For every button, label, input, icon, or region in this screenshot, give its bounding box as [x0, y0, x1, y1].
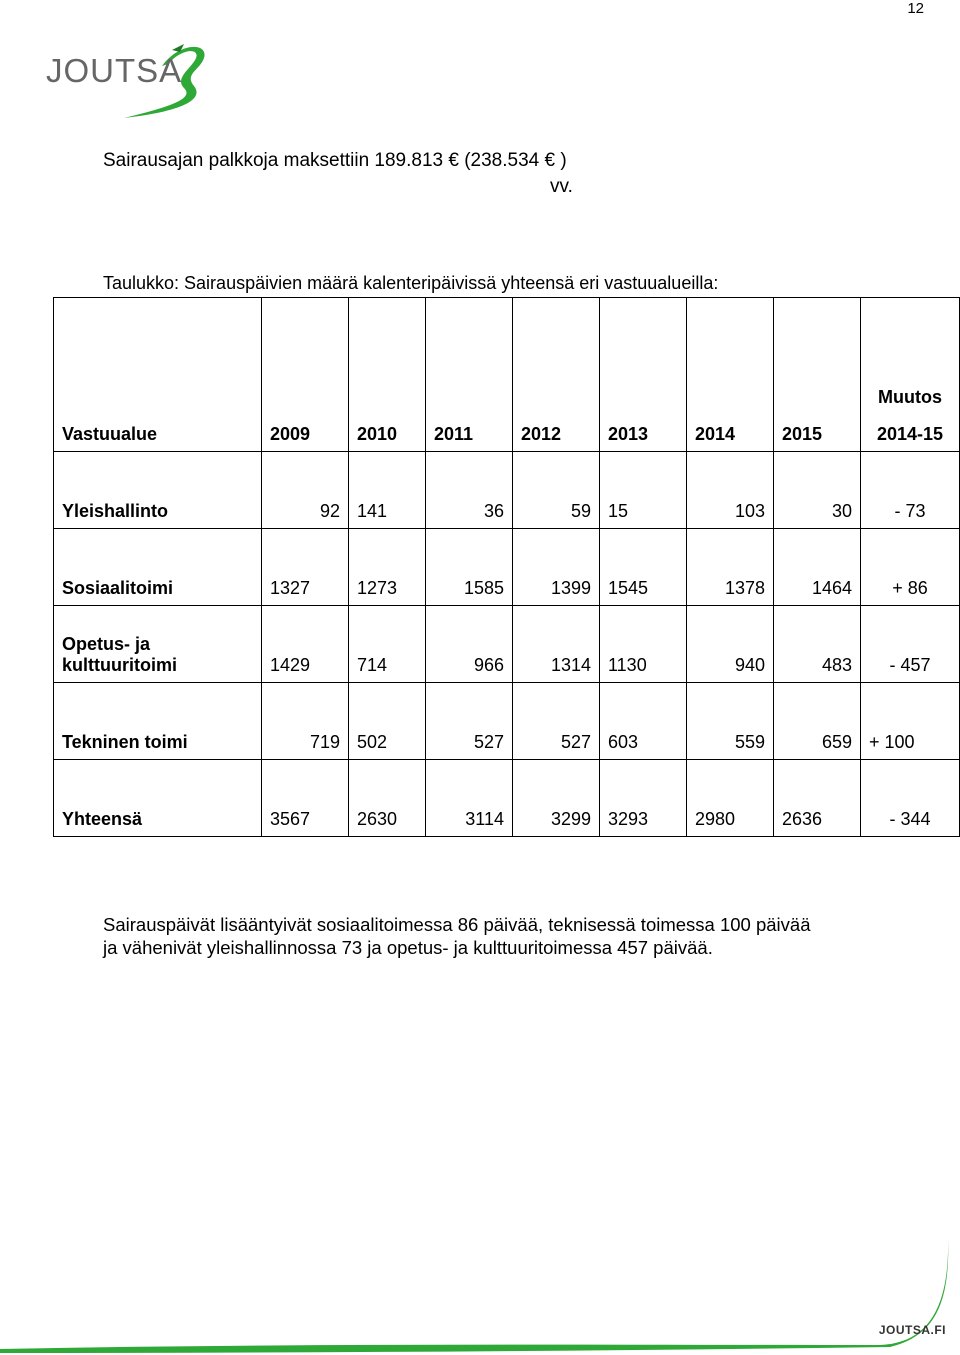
table-caption: Taulukko: Sairauspäivien määrä kalenteripäivissä yhteensä eri vastuualueilla:	[103, 273, 719, 293]
value-cell: 527	[513, 683, 600, 760]
intro-text: Sairausajan palkkoja maksettiin 189.813 € (238.534 € )	[103, 150, 567, 171]
value-cell: 1378	[687, 529, 774, 606]
value-cell: 1429	[262, 606, 349, 683]
value-cell: 1327	[262, 529, 349, 606]
value-cell: 483	[774, 606, 861, 683]
header-cell: Vastuualue	[54, 298, 262, 452]
value-cell: 103	[687, 452, 774, 529]
table-row	[54, 606, 960, 683]
value-cell: 59	[513, 452, 600, 529]
change-cell: - 73	[861, 452, 960, 529]
table-row	[54, 529, 960, 606]
sick-days-table	[53, 297, 960, 837]
value-cell: 36	[426, 452, 513, 529]
table-row	[54, 452, 960, 529]
value-cell: 714	[349, 606, 426, 683]
value-cell: 1464	[774, 529, 861, 606]
value-cell: 1585	[426, 529, 513, 606]
value-cell: 940	[687, 606, 774, 683]
table-row	[54, 760, 960, 837]
header-cell: 2013	[600, 298, 687, 452]
change-cell: - 457	[861, 606, 960, 683]
value-cell: 2636	[774, 760, 861, 837]
value-cell: 3293	[600, 760, 687, 837]
area-cell: Tekninen toimi	[54, 683, 262, 760]
header-cell: 2012	[513, 298, 600, 452]
intro-text-continuation: vv.	[550, 176, 573, 197]
value-cell: 15	[600, 452, 687, 529]
value-cell: 2630	[349, 760, 426, 837]
table-row	[54, 683, 960, 760]
value-cell: 92	[262, 452, 349, 529]
footer-swoosh-graphic	[0, 1195, 960, 1355]
area-cell	[54, 606, 262, 683]
change-cell: + 100	[861, 683, 960, 760]
header-change-label: Muutos	[878, 387, 942, 407]
area-cell: Sosiaalitoimi	[54, 529, 262, 606]
header-cell: 2014	[687, 298, 774, 452]
header-change-period: 2014-15	[876, 424, 944, 444]
page-number: 12	[907, 0, 924, 17]
summary-line: ja vähenivät yleishallinnossa 73 ja opetus- ja kulttuuritoimessa 457 päivää.	[103, 937, 713, 958]
value-cell: 1314	[513, 606, 600, 683]
value-cell: 3567	[262, 760, 349, 837]
value-cell: 502	[349, 683, 426, 760]
value-cell: 1399	[513, 529, 600, 606]
value-cell: 1273	[349, 529, 426, 606]
summary-line: Sairauspäivät lisääntyivät sosiaalitoimessa 86 päivää, teknisessä toimessa 100 päivää	[103, 914, 811, 935]
change-cell: - 344	[861, 760, 960, 837]
header-cell: 2015	[774, 298, 861, 452]
area-label-line: Opetus- ja	[62, 634, 151, 654]
value-cell: 3114	[426, 760, 513, 837]
value-cell: 141	[349, 452, 426, 529]
logo-wordmark: JOUTSA	[46, 52, 183, 89]
value-cell: 603	[600, 683, 687, 760]
table-header-row	[54, 298, 960, 452]
value-cell: 1545	[600, 529, 687, 606]
area-cell: Yhteensä	[54, 760, 262, 837]
header-cell: 2009	[262, 298, 349, 452]
value-cell: 719	[262, 683, 349, 760]
header-cell: 2011	[426, 298, 513, 452]
header-cell: 2010	[349, 298, 426, 452]
joutsa-logo	[44, 40, 224, 120]
value-cell: 966	[426, 606, 513, 683]
value-cell: 30	[774, 452, 861, 529]
value-cell: 1130	[600, 606, 687, 683]
value-cell: 3299	[513, 760, 600, 837]
value-cell: 659	[774, 683, 861, 760]
value-cell: 559	[687, 683, 774, 760]
change-cell: + 86	[861, 529, 960, 606]
area-cell: Yleishallinto	[54, 452, 262, 529]
area-label-line: kulttuuritoimi	[62, 655, 177, 675]
value-cell: 2980	[687, 760, 774, 837]
value-cell: 527	[426, 683, 513, 760]
footer-brand: JOUTSA.FI	[878, 1323, 946, 1337]
header-cell-change	[861, 298, 960, 452]
summary-paragraph	[103, 913, 933, 959]
